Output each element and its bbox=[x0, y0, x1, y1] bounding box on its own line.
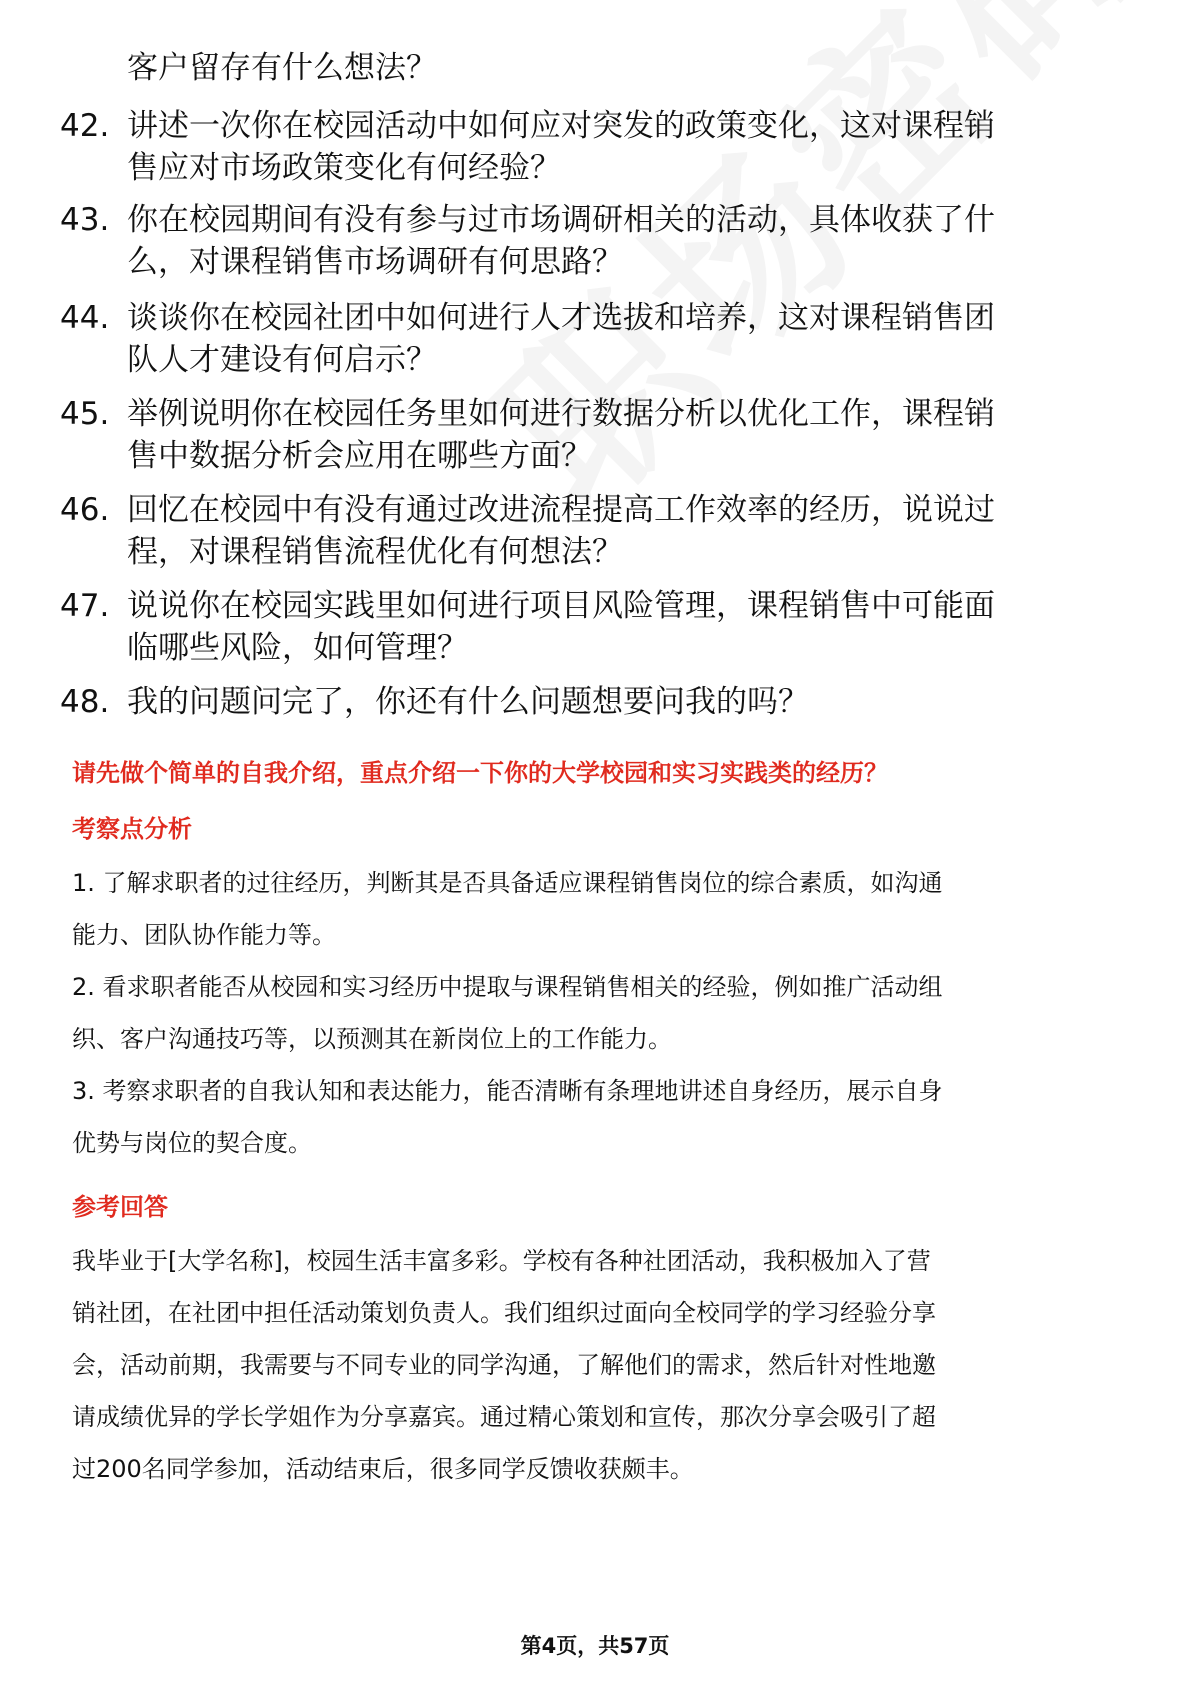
answer-line: 会，活动前期，我需要与不同专业的同学沟通，了解他们的需求，然后针对性地邀 bbox=[72, 1351, 936, 1379]
analysis-line: 织、客户沟通技巧等，以预测其在新岗位上的工作能力。 bbox=[72, 1025, 672, 1053]
question-text: 队人才建设有何启示？ bbox=[127, 342, 437, 378]
question-text: 讲述一次你在校园活动中如何应对突发的政策变化，这对课程销 bbox=[127, 108, 995, 144]
analysis-heading: 考察点分析 bbox=[72, 815, 192, 843]
question-text: 回忆在校园中有没有通过改进流程提高工作效率的经历，说说过 bbox=[127, 492, 995, 528]
question-number: 42. bbox=[60, 108, 110, 144]
analysis-line: 1. 了解求职者的过往经历，判断其是否具备适应课程销售岗位的综合素质，如沟通 bbox=[72, 869, 943, 897]
analysis-line: 3. 考察求职者的自我认知和表达能力，能否清晰有条理地讲述自身经历，展示自身 bbox=[72, 1077, 943, 1105]
answer-line: 销社团，在社团中担任活动策划负责人。我们组织过面向全校同学的学习经验分享 bbox=[72, 1299, 936, 1327]
analysis-line: 2. 看求职者能否从校园和实习经历中提取与课程销售相关的经验，例如推广活动组 bbox=[72, 973, 943, 1001]
question-text: 么，对课程销售市场调研有何思路？ bbox=[127, 244, 623, 280]
question-text: 谈谈你在校园社团中如何进行人才选拔和培养，这对课程销售团 bbox=[127, 300, 995, 336]
question-number: 47. bbox=[60, 588, 110, 624]
question-number: 46. bbox=[60, 492, 110, 528]
question-text: 我的问题问完了，你还有什么问题想要问我的吗？ bbox=[127, 684, 809, 720]
question-text: 说说你在校园实践里如何进行项目风险管理，课程销售中可能面 bbox=[127, 588, 995, 624]
question-text: 售中数据分析会应用在哪些方面？ bbox=[127, 438, 592, 474]
page-footer: 第4页，共57页 bbox=[520, 1634, 670, 1658]
question-text: 临哪些风险，如何管理？ bbox=[127, 630, 468, 666]
answer-line: 请成绩优异的学长学姐作为分享嘉宾。通过精心策划和宣传，那次分享会吸引了超 bbox=[72, 1403, 936, 1431]
answer-line: 过200名同学参加，活动结束后，很多同学反馈收获颇丰。 bbox=[72, 1455, 694, 1483]
analysis-line: 优势与岗位的契合度。 bbox=[72, 1129, 312, 1157]
question-text: 你在校园期间有没有参与过市场调研相关的活动，具体收获了什 bbox=[127, 202, 995, 238]
question-text: 程，对课程销售流程优化有何想法？ bbox=[127, 534, 623, 570]
section-question: 请先做个简单的自我介绍，重点介绍一下你的大学校园和实习实践类的经历？ bbox=[72, 759, 888, 787]
question-number: 48. bbox=[60, 684, 110, 720]
question-number: 44. bbox=[60, 300, 110, 336]
question-text: 售应对市场政策变化有何经验？ bbox=[127, 150, 561, 186]
question-text: 举例说明你在校园任务里如何进行数据分析以优化工作，课程销 bbox=[127, 396, 995, 432]
answer-line: 我毕业于[大学名称]，校园生活丰富多彩。学校有各种社团活动，我积极加入了营 bbox=[72, 1247, 931, 1275]
question-number: 45. bbox=[60, 396, 110, 432]
answer-heading: 参考回答 bbox=[72, 1193, 168, 1221]
analysis-line: 能力、团队协作能力等。 bbox=[72, 921, 336, 949]
question-text: 客户留存有什么想法？ bbox=[127, 50, 437, 86]
question-number: 43. bbox=[60, 202, 110, 238]
